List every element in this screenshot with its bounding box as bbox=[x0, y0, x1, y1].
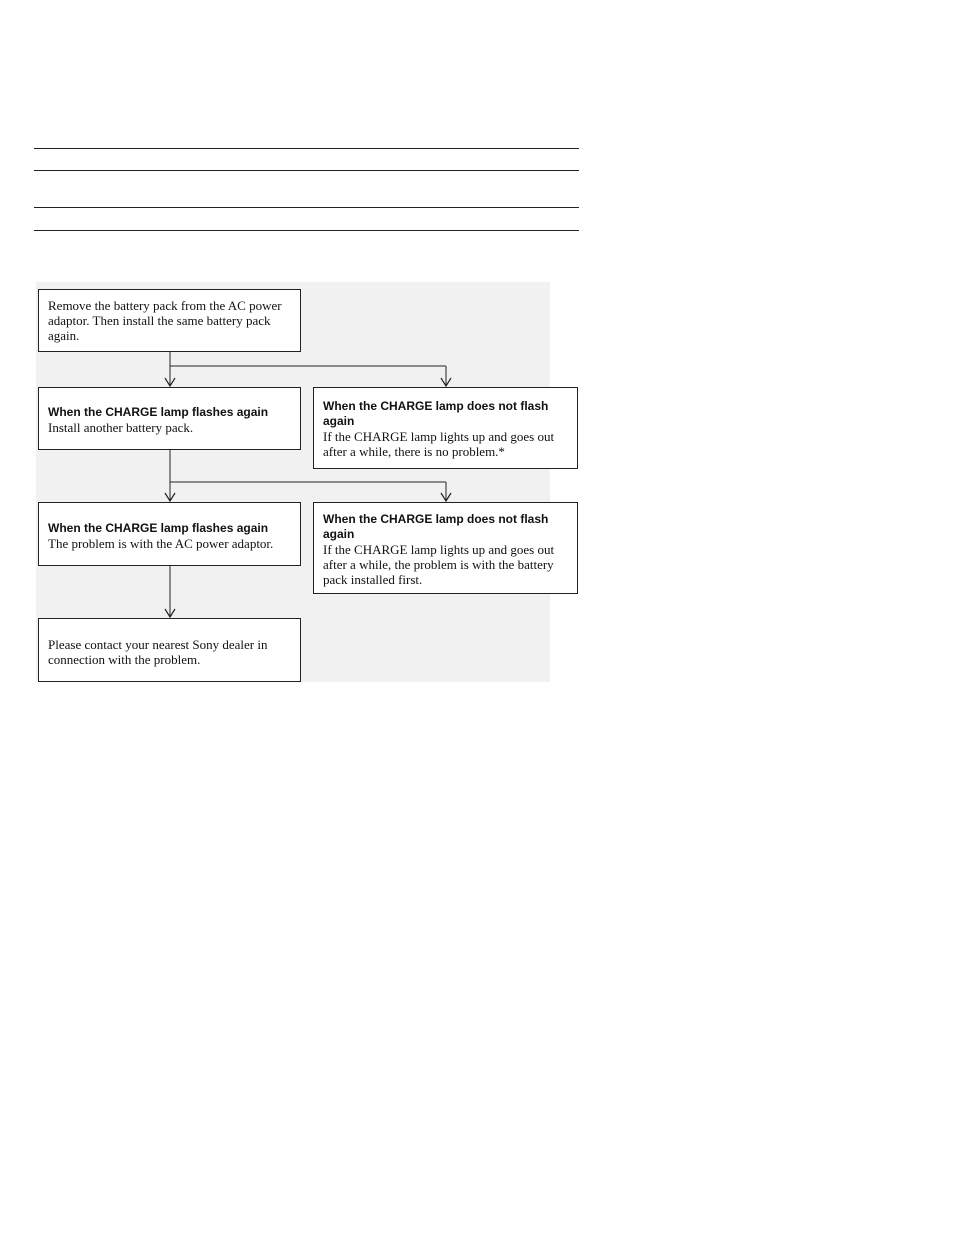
start-text: Remove the battery pack from the AC power adaptor. Then install the same battery pack again. bbox=[48, 298, 282, 343]
step1-no-flash-box bbox=[313, 387, 578, 469]
step1-no-flash-body: If the CHARGE lamp lights up and goes out after a while, there is no problem.* bbox=[323, 429, 555, 459]
step1-no-flash-heading: When the CHARGE lamp does not flash again bbox=[323, 399, 549, 428]
step2-flashes-heading: When the CHARGE lamp flashes again bbox=[48, 521, 269, 535]
step1-flashes-body: Install another battery pack. bbox=[48, 420, 194, 435]
step1-flashes-heading: When the CHARGE lamp flashes again bbox=[48, 405, 269, 419]
step2-no-flash-heading: When the CHARGE lamp does not flash again bbox=[323, 512, 549, 541]
final-text: Please contact your nearest Sony dealer in connection with the problem. bbox=[48, 637, 268, 667]
step2-no-flash-box bbox=[313, 502, 578, 594]
step2-flashes-box bbox=[38, 502, 301, 566]
step2-no-flash-body: If the CHARGE lamp lights up and goes out after a while, the problem is with the battery pack installed first. bbox=[323, 542, 555, 587]
step2-flashes-body: The problem is with the AC power adaptor. bbox=[48, 536, 274, 551]
step1-flashes-box bbox=[38, 387, 301, 450]
start-box bbox=[38, 289, 301, 352]
final-box bbox=[38, 618, 301, 682]
